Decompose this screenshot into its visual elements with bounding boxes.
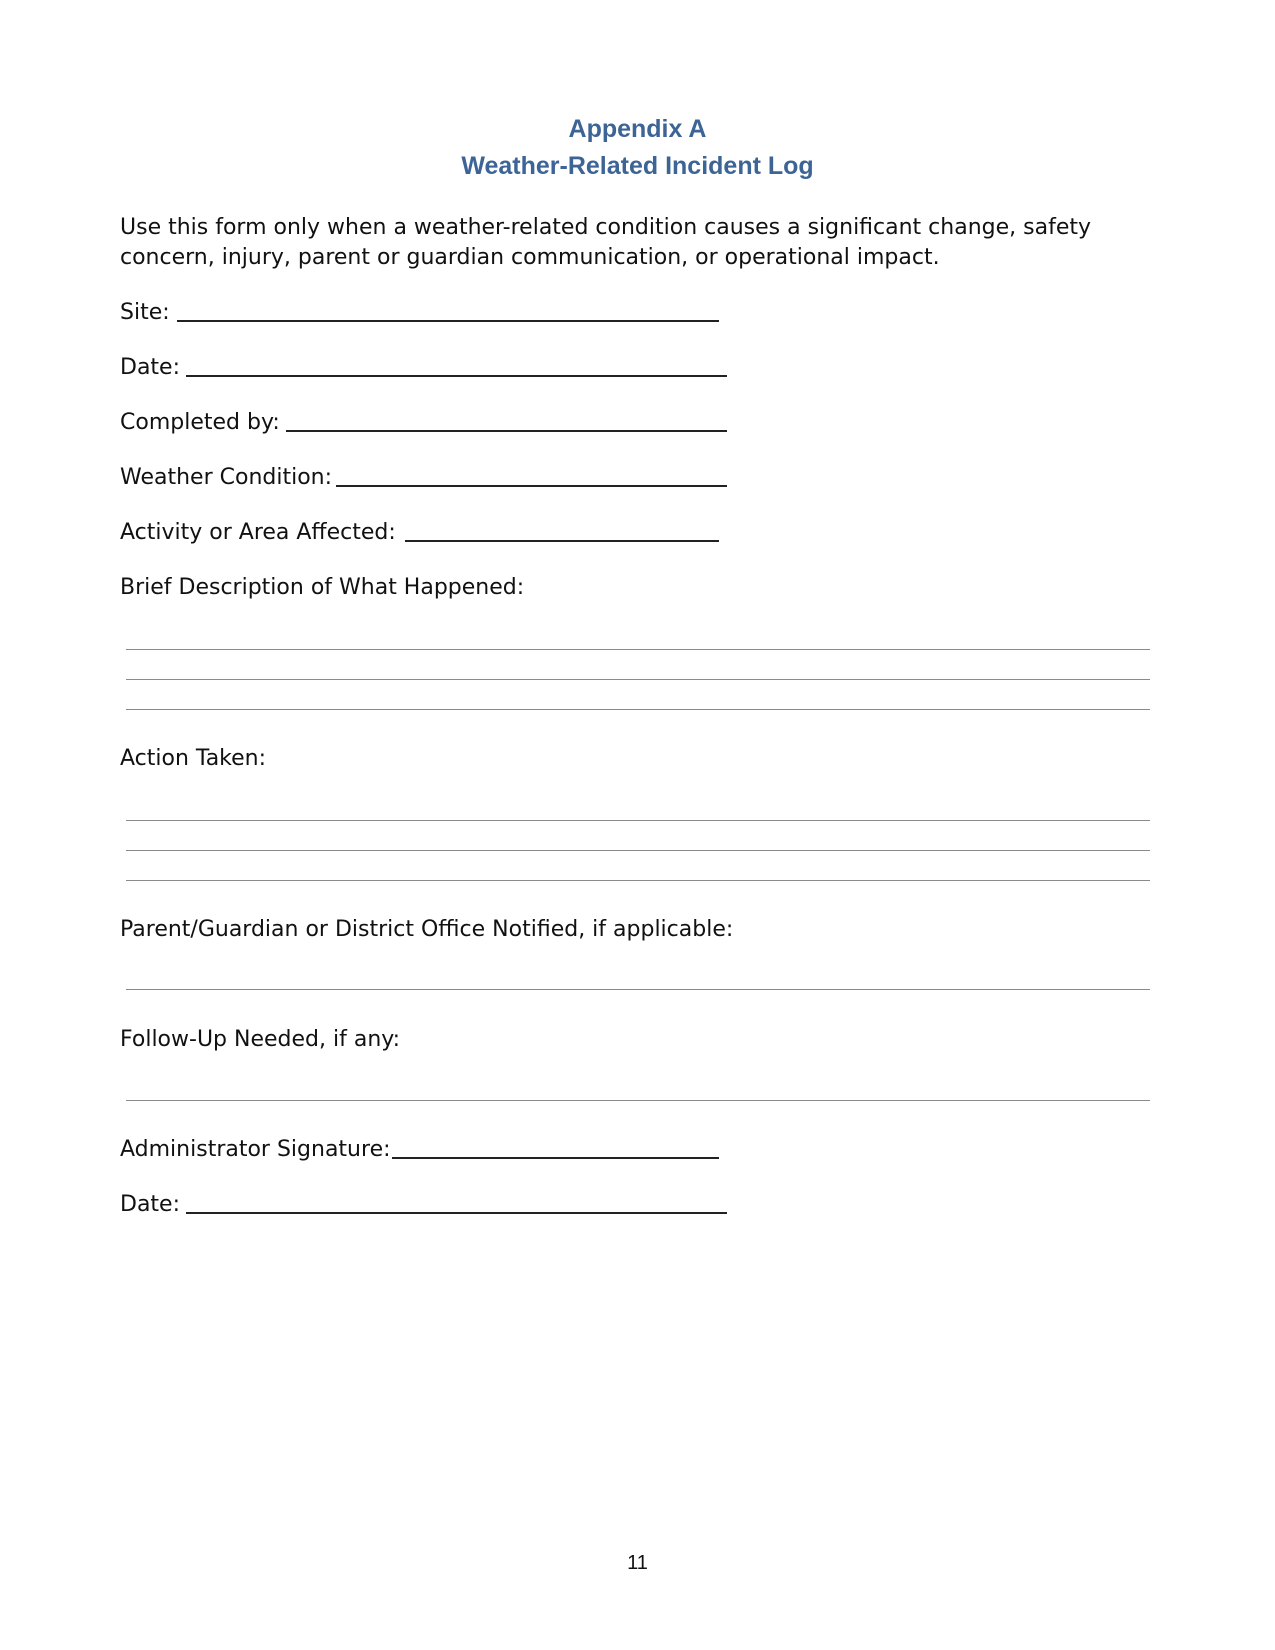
description-label: Brief Description of What Happened: xyxy=(120,575,525,600)
action-taken-label: Action Taken: xyxy=(120,746,267,771)
follow-up-line[interactable] xyxy=(126,1100,1150,1101)
completed-by-field[interactable] xyxy=(286,430,727,432)
appendix-heading: Appendix A xyxy=(568,115,707,143)
activity-area-label: Activity or Area Affected: xyxy=(120,520,396,545)
action-taken-line[interactable] xyxy=(126,820,1150,821)
weather-condition-field[interactable] xyxy=(336,485,727,487)
action-taken-line[interactable] xyxy=(126,880,1150,881)
page-number: 11 xyxy=(627,1552,648,1574)
signature-date-label: Date: xyxy=(120,1192,180,1217)
action-taken-line[interactable] xyxy=(126,850,1150,851)
date-label: Date: xyxy=(120,355,180,380)
weather-condition-label: Weather Condition: xyxy=(120,465,333,490)
notified-line[interactable] xyxy=(126,989,1150,990)
intro-paragraph: Use this form only when a weather-related condition causes a significant change, safety concern, injury, parent or guardian communication, or operational impact. xyxy=(120,215,1091,270)
description-line[interactable] xyxy=(126,649,1150,650)
site-field[interactable] xyxy=(177,320,719,322)
activity-area-field[interactable] xyxy=(405,540,719,542)
description-line[interactable] xyxy=(126,709,1150,710)
description-line[interactable] xyxy=(126,679,1150,680)
date-field[interactable] xyxy=(186,375,727,377)
form-title: Weather-Related Incident Log xyxy=(461,152,814,180)
follow-up-label: Follow-Up Needed, if any: xyxy=(120,1027,401,1052)
site-label: Site: xyxy=(120,300,170,325)
completed-by-label: Completed by: xyxy=(120,410,280,435)
admin-signature-field[interactable] xyxy=(392,1157,719,1159)
admin-signature-label: Administrator Signature: xyxy=(120,1137,391,1162)
signature-date-field[interactable] xyxy=(186,1212,727,1214)
notified-label: Parent/Guardian or District Office Notified, if applicable: xyxy=(120,917,734,942)
